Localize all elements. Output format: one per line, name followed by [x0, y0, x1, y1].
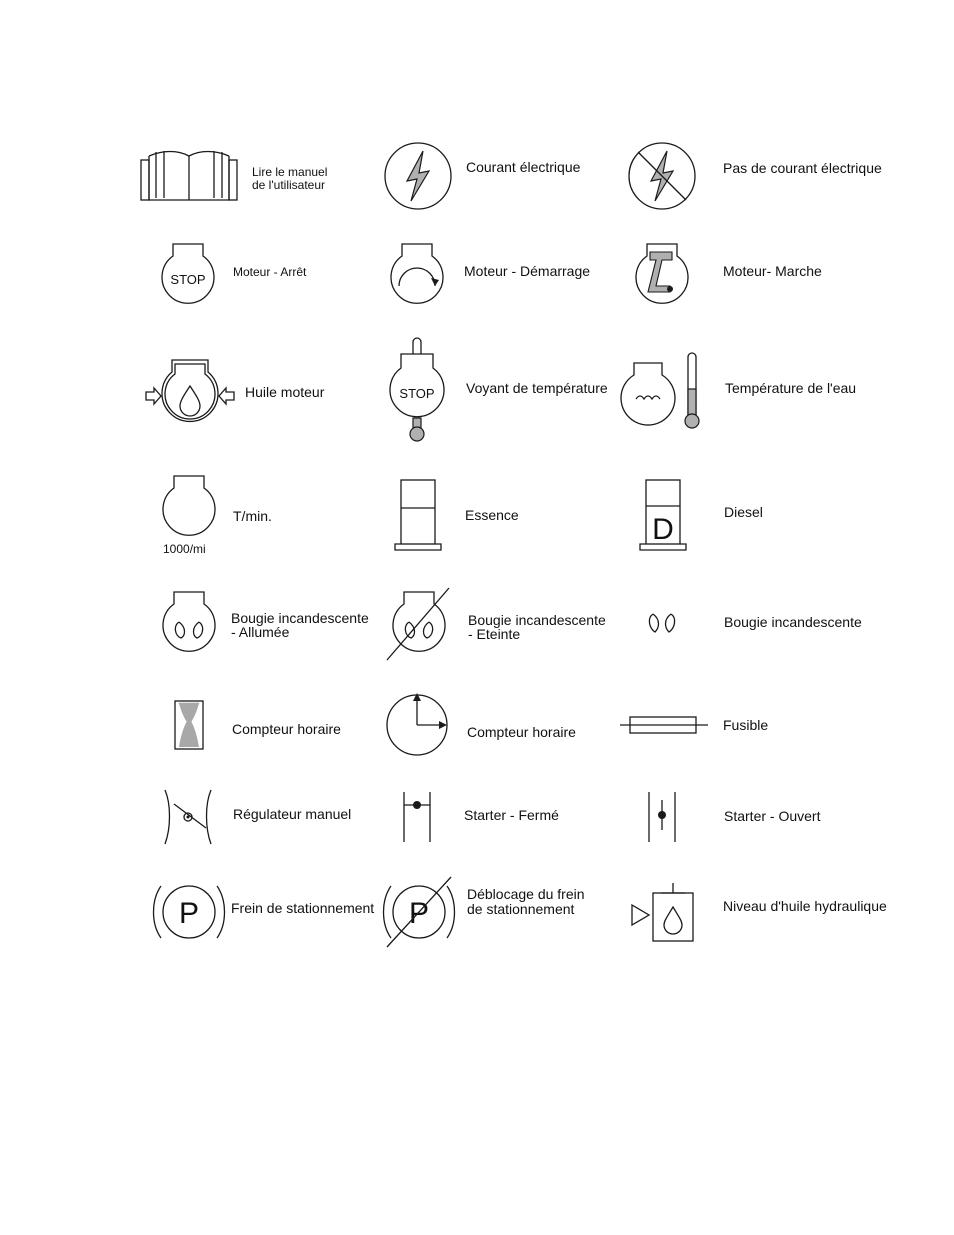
glow-plug-icon — [645, 610, 679, 638]
diesel-label: Diesel — [724, 504, 763, 520]
fuse-icon — [620, 713, 708, 737]
engine-run-icon — [634, 242, 690, 308]
engine-stop-icon — [160, 242, 216, 308]
hourglass-icon — [172, 699, 206, 751]
electric-current-label: Courant électrique — [466, 159, 581, 175]
parking-brake-release-label-line2: de stationnement — [467, 901, 575, 917]
glow-plug-off-label-line2: - Eteinte — [468, 626, 521, 642]
rpm-label: T/min. — [233, 508, 272, 524]
manual-throttle-label: Régulateur manuel — [233, 806, 352, 822]
parking-brake-icon — [153, 880, 225, 944]
glow-plug-off-icon — [385, 586, 453, 662]
rpm-icon — [161, 474, 217, 540]
choke-closed-icon — [400, 790, 434, 844]
engine-oil-icon — [144, 356, 236, 428]
parking-brake-label: Frein de stationnement — [231, 900, 375, 916]
glow-plug-on-label-line1: Bougie incandescente — [231, 610, 369, 626]
manual-throttle-icon — [162, 788, 214, 846]
hydraulic-oil-level-label: Niveau d'huile hydraulique — [723, 898, 887, 914]
diesel-letter: D — [652, 513, 674, 546]
glow-plug-off-label-line1: Bougie incandescente — [468, 612, 606, 628]
read-manual-label-line1: Lire le manuel — [252, 165, 328, 179]
temperature-warning-icon — [387, 340, 447, 446]
parking-brake-letter: P — [178, 897, 200, 930]
engine-stop-text: STOP — [170, 272, 206, 287]
petrol-icon — [393, 478, 443, 552]
rpm-subtext: 1000/mi — [163, 542, 206, 556]
engine-start-icon — [389, 242, 445, 308]
no-electric-current-icon — [627, 141, 697, 211]
parking-brake-release-label-line1: Déblocage du frein — [467, 886, 585, 902]
petrol-label: Essence — [465, 507, 519, 523]
water-temperature-label: Température de l'eau — [725, 380, 857, 396]
read-manual-label-line2: de l'utilisateur — [252, 178, 325, 192]
no-electric-current-label: Pas de courant électrique — [723, 160, 882, 176]
hydraulic-oil-level-icon — [629, 881, 697, 945]
temperature-warning-label: Voyant de température — [466, 380, 608, 396]
engine-start-label: Moteur - Démarrage — [464, 263, 591, 279]
engine-run-label: Moteur- Marche — [723, 263, 822, 279]
read-manual-icon — [138, 148, 240, 204]
glow-plug-label: Bougie incandescente — [724, 614, 862, 630]
water-temperature-icon — [620, 353, 706, 433]
temperature-warning-text: STOP — [399, 386, 435, 401]
electric-current-icon — [383, 141, 453, 211]
engine-stop-label: Moteur - Arrêt — [233, 265, 307, 279]
diesel-icon — [638, 478, 688, 552]
choke-open-label: Starter - Ouvert — [724, 808, 821, 824]
clock-icon — [385, 691, 451, 757]
parking-brake-release-letter: P — [408, 897, 430, 930]
parking-brake-release-icon — [383, 875, 455, 949]
fuse-label: Fusible — [723, 717, 769, 733]
hour-meter-label-1: Compteur horaire — [232, 721, 341, 737]
choke-closed-label: Starter - Fermé — [464, 807, 559, 823]
glow-plug-on-icon — [161, 590, 217, 656]
engine-oil-label: Huile moteur — [245, 384, 325, 400]
hour-meter-label-2: Compteur horaire — [467, 724, 576, 740]
glow-plug-on-label-line2: - Allumée — [231, 624, 290, 640]
choke-open-icon — [645, 790, 679, 844]
